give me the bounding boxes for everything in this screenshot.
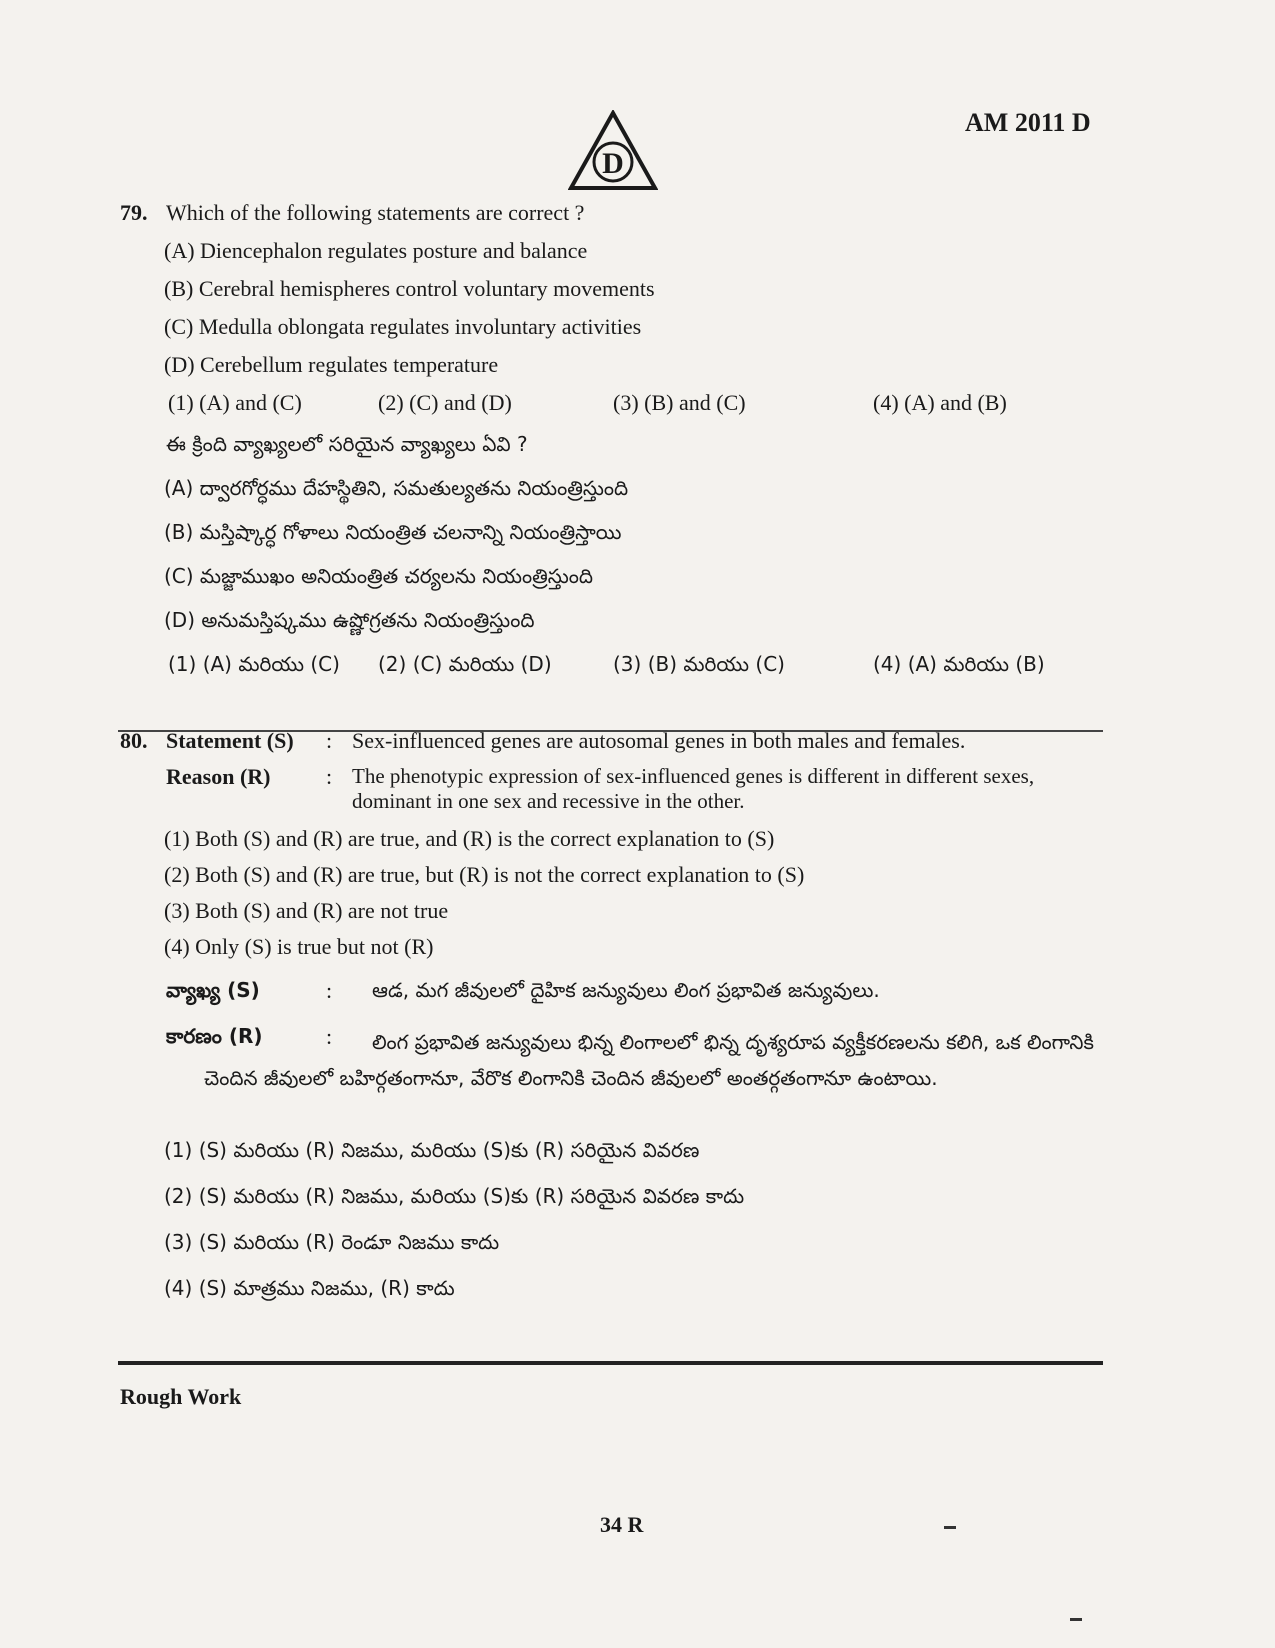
statement-text-te: ఆడ, మగ జీవులలో దైహిక జన్యువులు లింగ ప్రభావిత జన్యువులు. — [372, 978, 880, 1002]
scan-mark — [944, 1526, 956, 1529]
question-80 — [120, 728, 1110, 1348]
section-divider — [118, 1361, 1103, 1365]
question-stem-en: Which of the following statements are correct ? — [166, 200, 585, 225]
option-2-te: (2) (S) మరియు (R) నిజము, మరియు (S)కు (R) సరియైన వివరణ కాదు — [164, 1184, 745, 1208]
statement-c-te: (C) మజ్జాముఖం అనియంత్రిత చర్యలను నియంత్రిస్తుంది — [164, 564, 593, 588]
option-4-te: (4) (A) మరియు (B) — [873, 652, 1045, 676]
statement-b-en: (B) Cerebral hemispheres control voluntary movements — [164, 276, 655, 301]
option-3-en: (3) Both (S) and (R) are not true — [164, 898, 449, 923]
option-1-en: (1) Both (S) and (R) are true, and (R) is the correct explanation to (S) — [164, 826, 775, 851]
set-letter: D — [602, 147, 624, 180]
colon: : — [326, 978, 333, 1003]
options-en — [168, 390, 1118, 418]
statement-d-te: (D) అనుమస్తిష్కము ఉష్ణోగ్రతను నియంత్రిస్తుంది — [164, 608, 535, 632]
option-4-en: (4) Only (S) is true but not (R) — [164, 934, 434, 959]
rough-work-label: Rough Work — [120, 1384, 242, 1409]
option-4-en: (4) (A) and (B) — [873, 390, 1007, 415]
option-2-te: (2) (C) మరియు (D) — [378, 652, 552, 676]
scan-mark — [1070, 1618, 1082, 1621]
option-2-en: (2) (C) and (D) — [378, 390, 512, 415]
statement-text: Sex-influenced genes are autosomal genes in both males and females. — [352, 728, 966, 753]
option-1-en: (1) (A) and (C) — [168, 390, 302, 415]
question-79 — [120, 200, 1110, 720]
statement-a-te: (A) ద్వారగోర్ధము దేహస్థితిని, సమతుల్యతను నియంత్రిస్తుంది — [164, 476, 629, 500]
option-3-en: (3) (B) and (C) — [613, 390, 746, 415]
statement-label: Statement (S) — [166, 728, 294, 753]
option-1-te: (1) (S) మరియు (R) నిజము, మరియు (S)కు (R) సరియైన వివరణ — [164, 1138, 700, 1162]
paper-code: AM 2011 D — [965, 108, 1091, 137]
colon: : — [326, 1024, 333, 1049]
reason-label-te: కారణం (R) — [166, 1024, 263, 1048]
question-number: 80. — [120, 728, 148, 753]
triangle-icon — [568, 110, 658, 192]
question-number: 79. — [120, 200, 148, 225]
page-number: 34 R — [600, 1512, 644, 1537]
question-stem-te: ఈ క్రింది వ్యాఖ్యలలో సరియైన వ్యాఖ్యలు ఏవి ? — [166, 432, 528, 456]
statement-b-te: (B) మస్తిష్కార్ధ గోళాలు నియంత్రిత చలనాన్ని నియంత్రిస్తాయి — [164, 520, 622, 544]
option-3-te: (3) (S) మరియు (R) రెండూ నిజము కాదు — [164, 1230, 500, 1254]
reason-label: Reason (R) — [166, 764, 271, 789]
statement-c-en: (C) Medulla oblongata regulates involuntary activities — [164, 314, 642, 339]
option-4-te: (4) (S) మాత్రము నిజము, (R) కాదు — [164, 1276, 455, 1300]
options-te — [168, 652, 1118, 680]
set-letter-triangle-badge — [568, 110, 658, 192]
statement-label-te: వ్యాఖ్య (S) — [166, 978, 260, 1002]
reason-text-te: లింగ ప్రభావిత జన్యువులు భిన్న లింగాలలో భిన్న దృశ్యరూప వ్యక్తీకరణలను కలిగి, ఒక లింగానికి చెందిన జీవులలో బహిర్గతంగానూ, వేరొక లింగానికి చెందిన జీవులలో అంతర్గతంగానూ ఉంటాయి. — [204, 1030, 1094, 1090]
reason-text: The phenotypic expression of sex-influenced genes is different in different sexes, dominant in one sex and recessive in the other. — [352, 764, 1035, 814]
colon: : — [326, 764, 333, 789]
option-1-te: (1) (A) మరియు (C) — [168, 652, 340, 676]
option-2-en: (2) Both (S) and (R) are true, but (R) is not the correct explanation to (S) — [164, 862, 805, 887]
statement-a-en: (A) Diencephalon regulates posture and balance — [164, 238, 588, 263]
option-3-te: (3) (B) మరియు (C) — [613, 652, 785, 676]
colon: : — [326, 728, 333, 753]
statement-d-en: (D) Cerebellum regulates temperature — [164, 352, 499, 377]
